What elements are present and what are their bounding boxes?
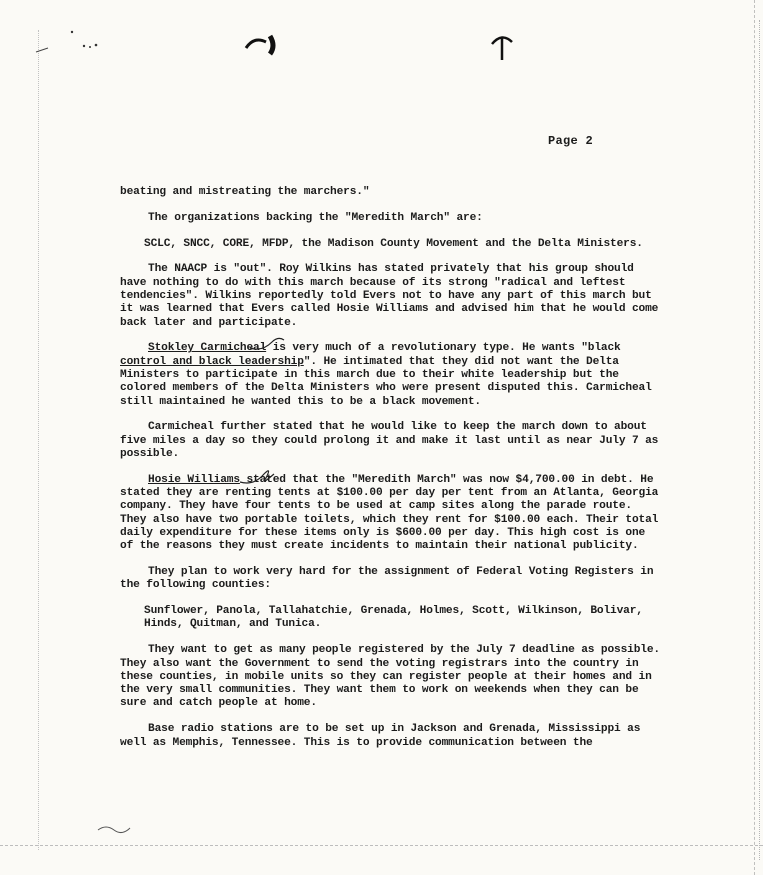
name-williams: Hosie Williams (148, 473, 240, 486)
name-carmicheal: Stokley Carmicheal (148, 342, 267, 355)
binder-hole-mark-left (240, 30, 280, 60)
scan-edge-right-inner (758, 20, 760, 860)
binder-hole-mark-right (488, 30, 518, 64)
paragraph-williams (120, 474, 660, 554)
carmicheal-text-1: is very much of a revolutionary type. He wants "black (266, 342, 621, 355)
paragraph-continuation: beating and mistreating the marchers." (120, 186, 370, 198)
carmicheal-text-2: ". He intimated that they did not want the Delta Ministers to participate in this march due to their white leadership but the colored members of the Delta Ministers who were present disputed this. Carmicheal still maintained he wanted this to be a black movement. (120, 355, 652, 408)
page-number: Page 2 (548, 134, 594, 148)
paragraph-march-pace: Carmicheal further stated that he would like to keep the march down to about five miles a day so they could prolong it and make it last until as near July 7 as possible. (120, 421, 659, 460)
underlined-phrase: control and black leadership (120, 355, 304, 368)
document-body (120, 186, 660, 762)
paragraph-organizations: The organizations backing the "Meredith March" are: (148, 211, 483, 224)
paragraph-county-list: Sunflower, Panola, Tallahatchie, Grenada, Holmes, Scott, Wilkinson, Bolivar, Hinds, Quitman, and Tunica. (144, 605, 643, 631)
scan-scribble (96, 820, 136, 836)
williams-text: stated that the "Meredith March" was now $4,700.00 in debt. He stated they are renting tents at $100.00 per day per tent from an Atlanta, Georgia company. They have four tents to be used at camp sites along the parade route. They also have two portable toilets, which they rent for $100.00 each. Their total daily expenditure for these items only is $600.00 per day. This high cost is one of the reasons they must create incidents to maintain their national publicity. (120, 473, 659, 553)
paragraph-radio-stations: Base radio stations are to be set up in Jackson and Grenada, Mississippi as well as Memphis, Tennessee. This is to provide communication between the (120, 723, 641, 749)
paragraph-organization-list: SCLC, SNCC, CORE, MFDP, the Madison County Movement and the Delta Ministers. (144, 237, 643, 250)
paragraph-registration: They want to get as many people registered by the July 7 deadline as possible. They also want the Government to send the voting registrars into the country in these counties, in mobile units so they can register people at their homes and in the very small communities. They want them to work on weekends when they can be sure and catch people at home. (120, 644, 660, 710)
scan-edge-bottom (0, 845, 763, 847)
scan-edge-left (38, 30, 40, 850)
handwritten-loop-mark (238, 464, 278, 488)
paragraph-carmicheal (120, 342, 660, 408)
scan-specks (32, 28, 112, 58)
handwritten-check-mark (248, 332, 288, 354)
scan-edge-right (752, 0, 755, 875)
paragraph-voting-registers: They plan to work very hard for the assignment of Federal Voting Registers in the following counties: (120, 566, 654, 592)
paragraph-naacp: The NAACP is "out". Roy Wilkins has stated privately that his group should have nothing to do with this march because of its strong "radical and leftest tendencies". Wilkins reportedly told Evers not to have any part of this march but it was learned that Evers called Hosie Williams and advised him that he would come back later and participate. (120, 263, 659, 329)
